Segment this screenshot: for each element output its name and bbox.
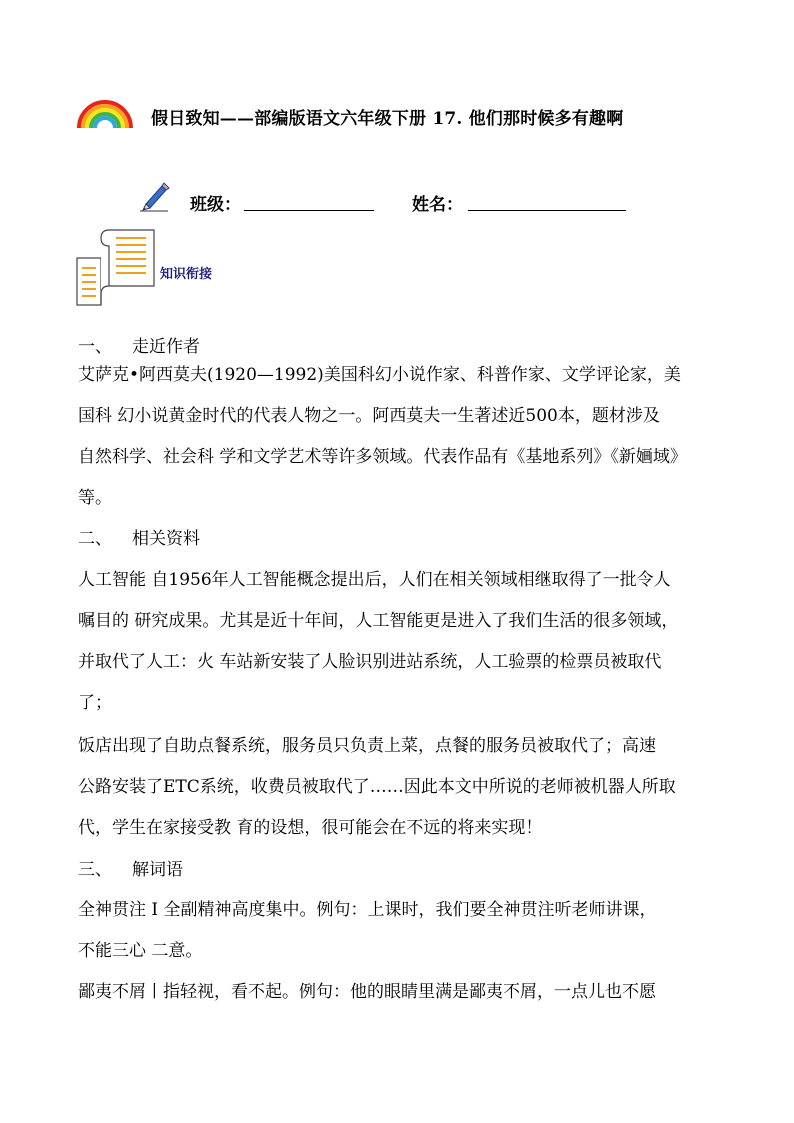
paragraph-line: 嘱目的 研究成果。尤其是近十年间，人工智能更是进入了我们生活的很多领域， [78, 611, 679, 631]
paragraph-line: 国科 幻小说黄金时代的代表人物之一。阿西莫夫一生著述近500本，题材涉及 [78, 406, 660, 426]
paragraph-line: 不能三心 二意。 [78, 941, 203, 961]
rainbow-icon [76, 96, 134, 130]
paragraph-line: 鄙夷不屑丨指轻视，看不起。例句：他的眼睛里满是鄙夷不屑，一点儿也不愿 [78, 982, 656, 1002]
paragraph-line: 了； [78, 693, 112, 713]
class-label: 班级： [190, 195, 241, 215]
class-blank[interactable] [244, 210, 374, 211]
heading-number: 二、 [78, 529, 112, 549]
name-blank[interactable] [468, 210, 626, 211]
paragraph-line: 艾萨克•阿西莫夫(1920—1992)美国科幻小说作家、科普作家、文学评论家，美 [78, 365, 681, 385]
title-row [76, 96, 716, 130]
heading-text: 相关资料 [132, 529, 200, 549]
section-heading [78, 334, 200, 360]
class-name-row [138, 180, 658, 216]
name-label: 姓名： [412, 195, 463, 215]
paragraph-line: 饭店出现了自助点餐系统，服务员只负责上菜，点餐的服务员被取代了；高速 [78, 736, 656, 756]
page-title: 假日致知——部编版语文六年级下册 17. 他们那时候多有趣啊 [151, 109, 624, 129]
heading-text: 解词语 [132, 860, 183, 880]
scroll-document-icon [76, 228, 158, 308]
heading-text: 走近作者 [132, 337, 200, 357]
paragraph-line: 等。 [78, 488, 112, 508]
paragraph-line: 代，学生在家接受教 育的设想，很可能会在不远的将来实现！ [78, 818, 543, 838]
section-heading [78, 526, 200, 552]
paragraph-line: 并取代了人工：火 车站新安装了人脸识别进站系统，人工验票的检票员被取代 [78, 652, 662, 672]
paragraph-line: 人工智能 自1956年人工智能概念提出后，人们在相关领域相继取得了一批令人 [78, 570, 671, 590]
paragraph-line: 公路安装了ETC系统，收费员被取代了……因此本文中所说的老师被机器人所取 [78, 777, 676, 797]
heading-number: 一、 [78, 337, 112, 357]
paragraph-line: 自然科学、社会科 学和文学艺术等许多领域。代表作品有《基地系列》《新婳域》 [78, 447, 687, 467]
pencil-icon [138, 180, 172, 214]
heading-number: 三、 [78, 860, 112, 880]
section-heading [78, 857, 183, 883]
paragraph-line: 全神贯注 I 全副精神高度集中。例句：上课时，我们要全神贯注听老师讲课， [78, 900, 657, 920]
section-tag: 知识衔接 [160, 267, 213, 282]
